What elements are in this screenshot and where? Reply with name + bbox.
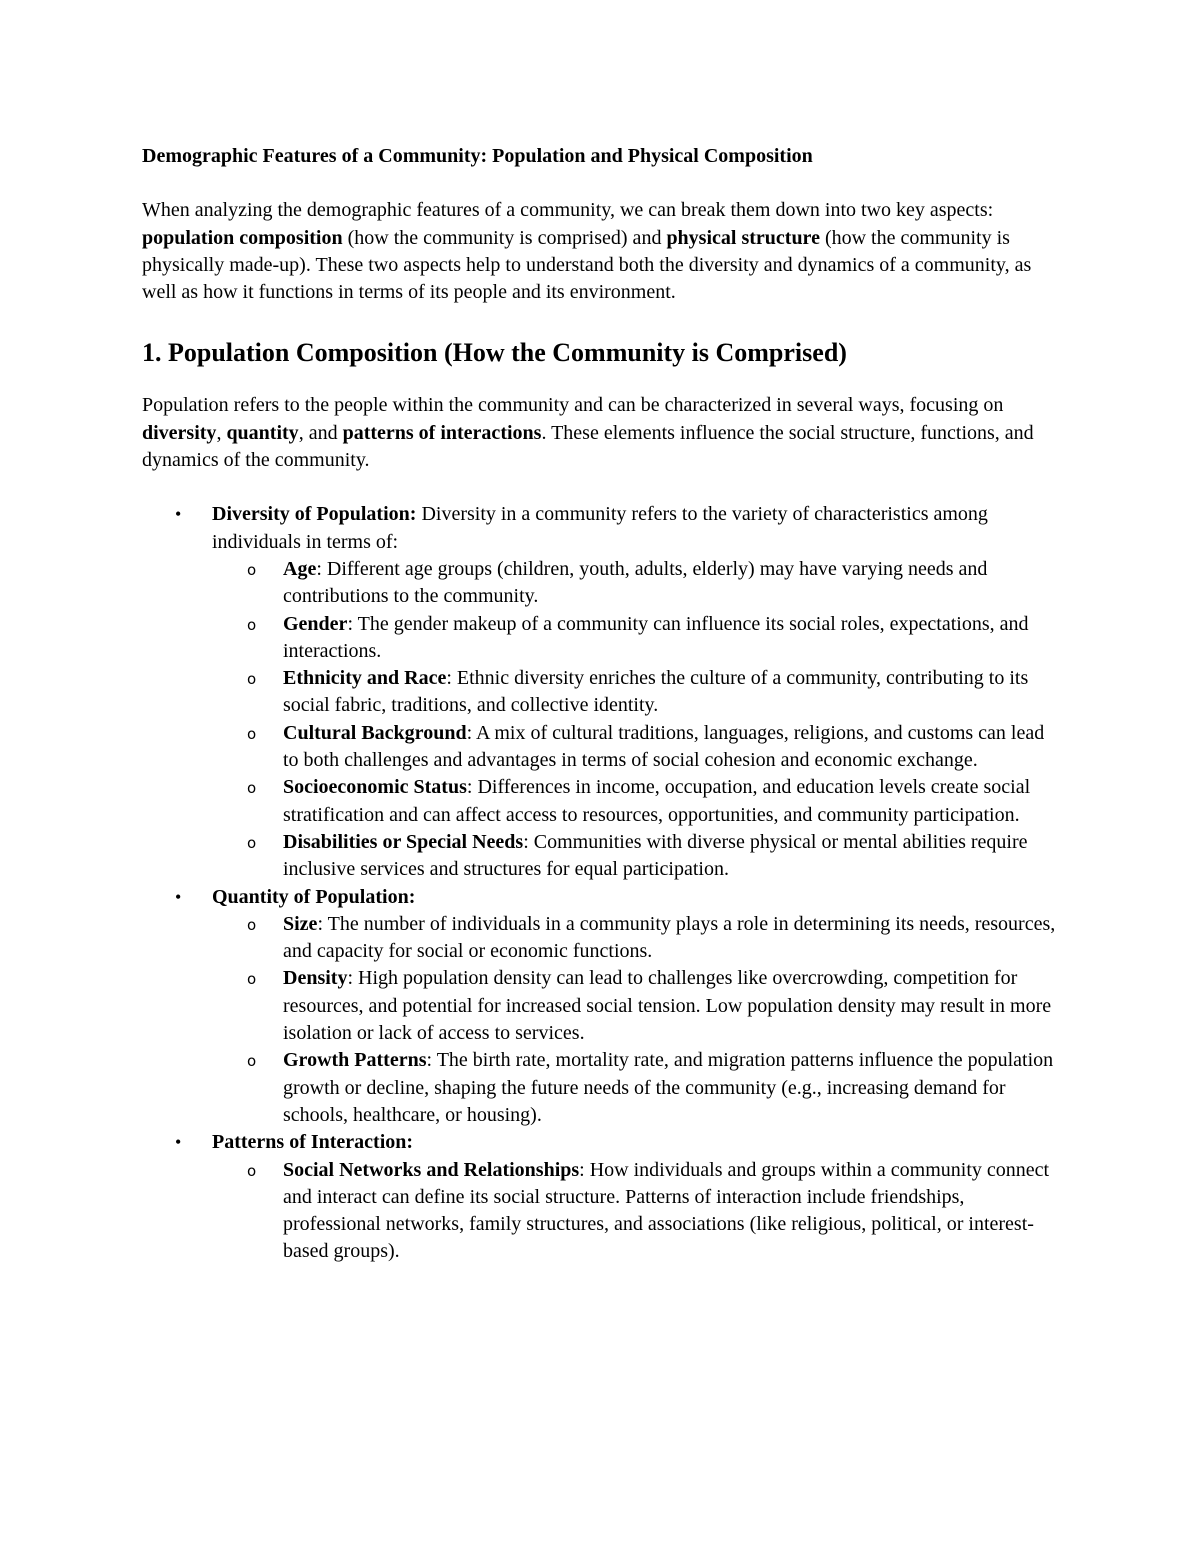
sub-label: Cultural Background [283, 721, 467, 744]
sub-item-disabilities [142, 829, 1062, 884]
sub-text: : Different age groups (children, youth, adults, elderly) may have varying needs and contributions to the community. [283, 557, 988, 608]
sub-label: Age [283, 557, 317, 580]
sub-label: Social Networks and Relationships [283, 1158, 580, 1181]
sub-label: Socioeconomic Status [283, 776, 467, 799]
document-title: Demographic Features of a Community: Population and Physical Composition [142, 145, 813, 167]
sub-item-age [142, 556, 1062, 611]
intro-bold-population-composition: population composition [142, 226, 343, 249]
sub-item-socioeconomic [142, 774, 1062, 829]
bullet-list [142, 501, 1062, 1265]
sub-item-growth-patterns [142, 1047, 1062, 1129]
section-intro-text-3: , and [298, 421, 343, 444]
section-heading: 1. Population Composition (How the Community is Comprised) [142, 338, 847, 368]
intro-paragraph [142, 197, 1062, 306]
sub-label: Disabilities or Special Needs [283, 830, 524, 853]
sub-bullet-icon: o [247, 970, 257, 989]
sub-text: : The gender makeup of a community can influence its social roles, expectations, and interactions. [283, 612, 1029, 662]
sub-bullet-icon: o [247, 833, 257, 852]
sub-item-gender [142, 611, 1062, 666]
sub-item-cultural-background [142, 720, 1062, 775]
bullet-label: Diversity of Population: [212, 503, 417, 526]
intro-bold-physical-structure: physical structure [666, 226, 820, 249]
bullet-icon: • [175, 886, 182, 907]
bullet-label: Patterns of Interaction: [212, 1131, 414, 1154]
bullet-text: Diversity in a community refers to the variety of characteristics among individuals in terms of: [212, 503, 988, 553]
sub-bullet-icon: o [247, 670, 257, 689]
sub-item-ethnicity [142, 665, 1062, 720]
sub-label: Gender [283, 612, 348, 635]
sub-text: : The number of individuals in a community plays a role in determining its needs, resources, and capacity for social or economic functions. [283, 912, 1056, 963]
sub-text: : A mix of cultural traditions, languages, religions, and customs can lead to both challenges and advantages in terms of social cohesion and economic exchange. [283, 721, 1045, 772]
sub-bullet-icon: o [247, 1161, 257, 1180]
bullet-item-diversity [142, 501, 1062, 883]
sub-item-size [142, 911, 1062, 966]
bullet-item-patterns [142, 1129, 1062, 1265]
intro-text-2: (how the community is comprised) and [342, 226, 667, 249]
sub-text: : Differences in income, occupation, and education levels create social stratification and can affect access to resources, opportunities, and community participation. [283, 776, 1031, 826]
intro-text-1: When analyzing the demographic features of a community, we can break them down into two key aspects: [142, 199, 994, 222]
section-intro-bold-quantity: quantity [226, 421, 299, 444]
sub-label: Size [283, 912, 318, 935]
section-intro-text-4: . These elements influence the social structure, functions, and dynamics of the community. [142, 421, 1034, 472]
sub-label: Ethnicity and Race [283, 667, 447, 690]
section-intro-paragraph [142, 392, 1062, 474]
sub-text: : How individuals and groups within a community connect and interact can define its social structure. Patterns of interaction include friendships, professional networks, family structures, and associations (like religious, political, or interest-based groups). [283, 1158, 1050, 1263]
sub-text: : Communities with diverse physical or mental abilities require inclusive services and structures for equal participation. [283, 830, 1028, 881]
sub-bullet-icon: o [247, 1052, 257, 1071]
bullet-label: Quantity of Population: [212, 885, 416, 908]
section-intro-text-2: , [216, 421, 227, 444]
sub-list [212, 1157, 1062, 1266]
sub-text: : The birth rate, mortality rate, and migration patterns influence the population growth or decline, shaping the future needs of the community (e.g., increasing demand for schools, healthcare, or housing). [283, 1049, 1054, 1126]
sub-item-density [142, 965, 1062, 1047]
sub-text: : High population density can lead to challenges like overcrowding, competition for resources, and potential for increased social tension. Low population density may result in more isolation or lack of access to services. [283, 967, 1052, 1045]
intro-text-3: (how the community is physically made-up). These two aspects help to understand both the diversity and dynamics of a community, as well as how it functions in terms of its people and its environment. [142, 226, 1032, 304]
bullet-item-quantity [142, 884, 1062, 1130]
sub-bullet-icon: o [247, 779, 257, 798]
section-intro-bold-diversity: diversity [142, 421, 217, 444]
section-intro-bold-patterns: patterns of interactions [342, 421, 542, 444]
document-body [142, 143, 1062, 1266]
bullet-icon: • [175, 1132, 182, 1153]
bullet-icon: • [175, 504, 182, 525]
sub-text: : Ethnic diversity enriches the culture of a community, contributing to its social fabric, traditions, and collective identity. [283, 667, 1029, 717]
sub-bullet-icon: o [247, 560, 257, 579]
sub-list [212, 556, 1062, 884]
sub-bullet-icon: o [247, 915, 257, 934]
sub-label: Density [283, 967, 348, 990]
sub-label: Growth Patterns [283, 1049, 427, 1072]
sub-bullet-icon: o [247, 615, 257, 634]
section-intro-text-1: Population refers to the people within the community and can be characterized in several ways, focusing on [142, 394, 1004, 417]
sub-bullet-icon: o [247, 724, 257, 743]
sub-list [212, 911, 1062, 1129]
sub-item-social-networks [142, 1157, 1062, 1266]
